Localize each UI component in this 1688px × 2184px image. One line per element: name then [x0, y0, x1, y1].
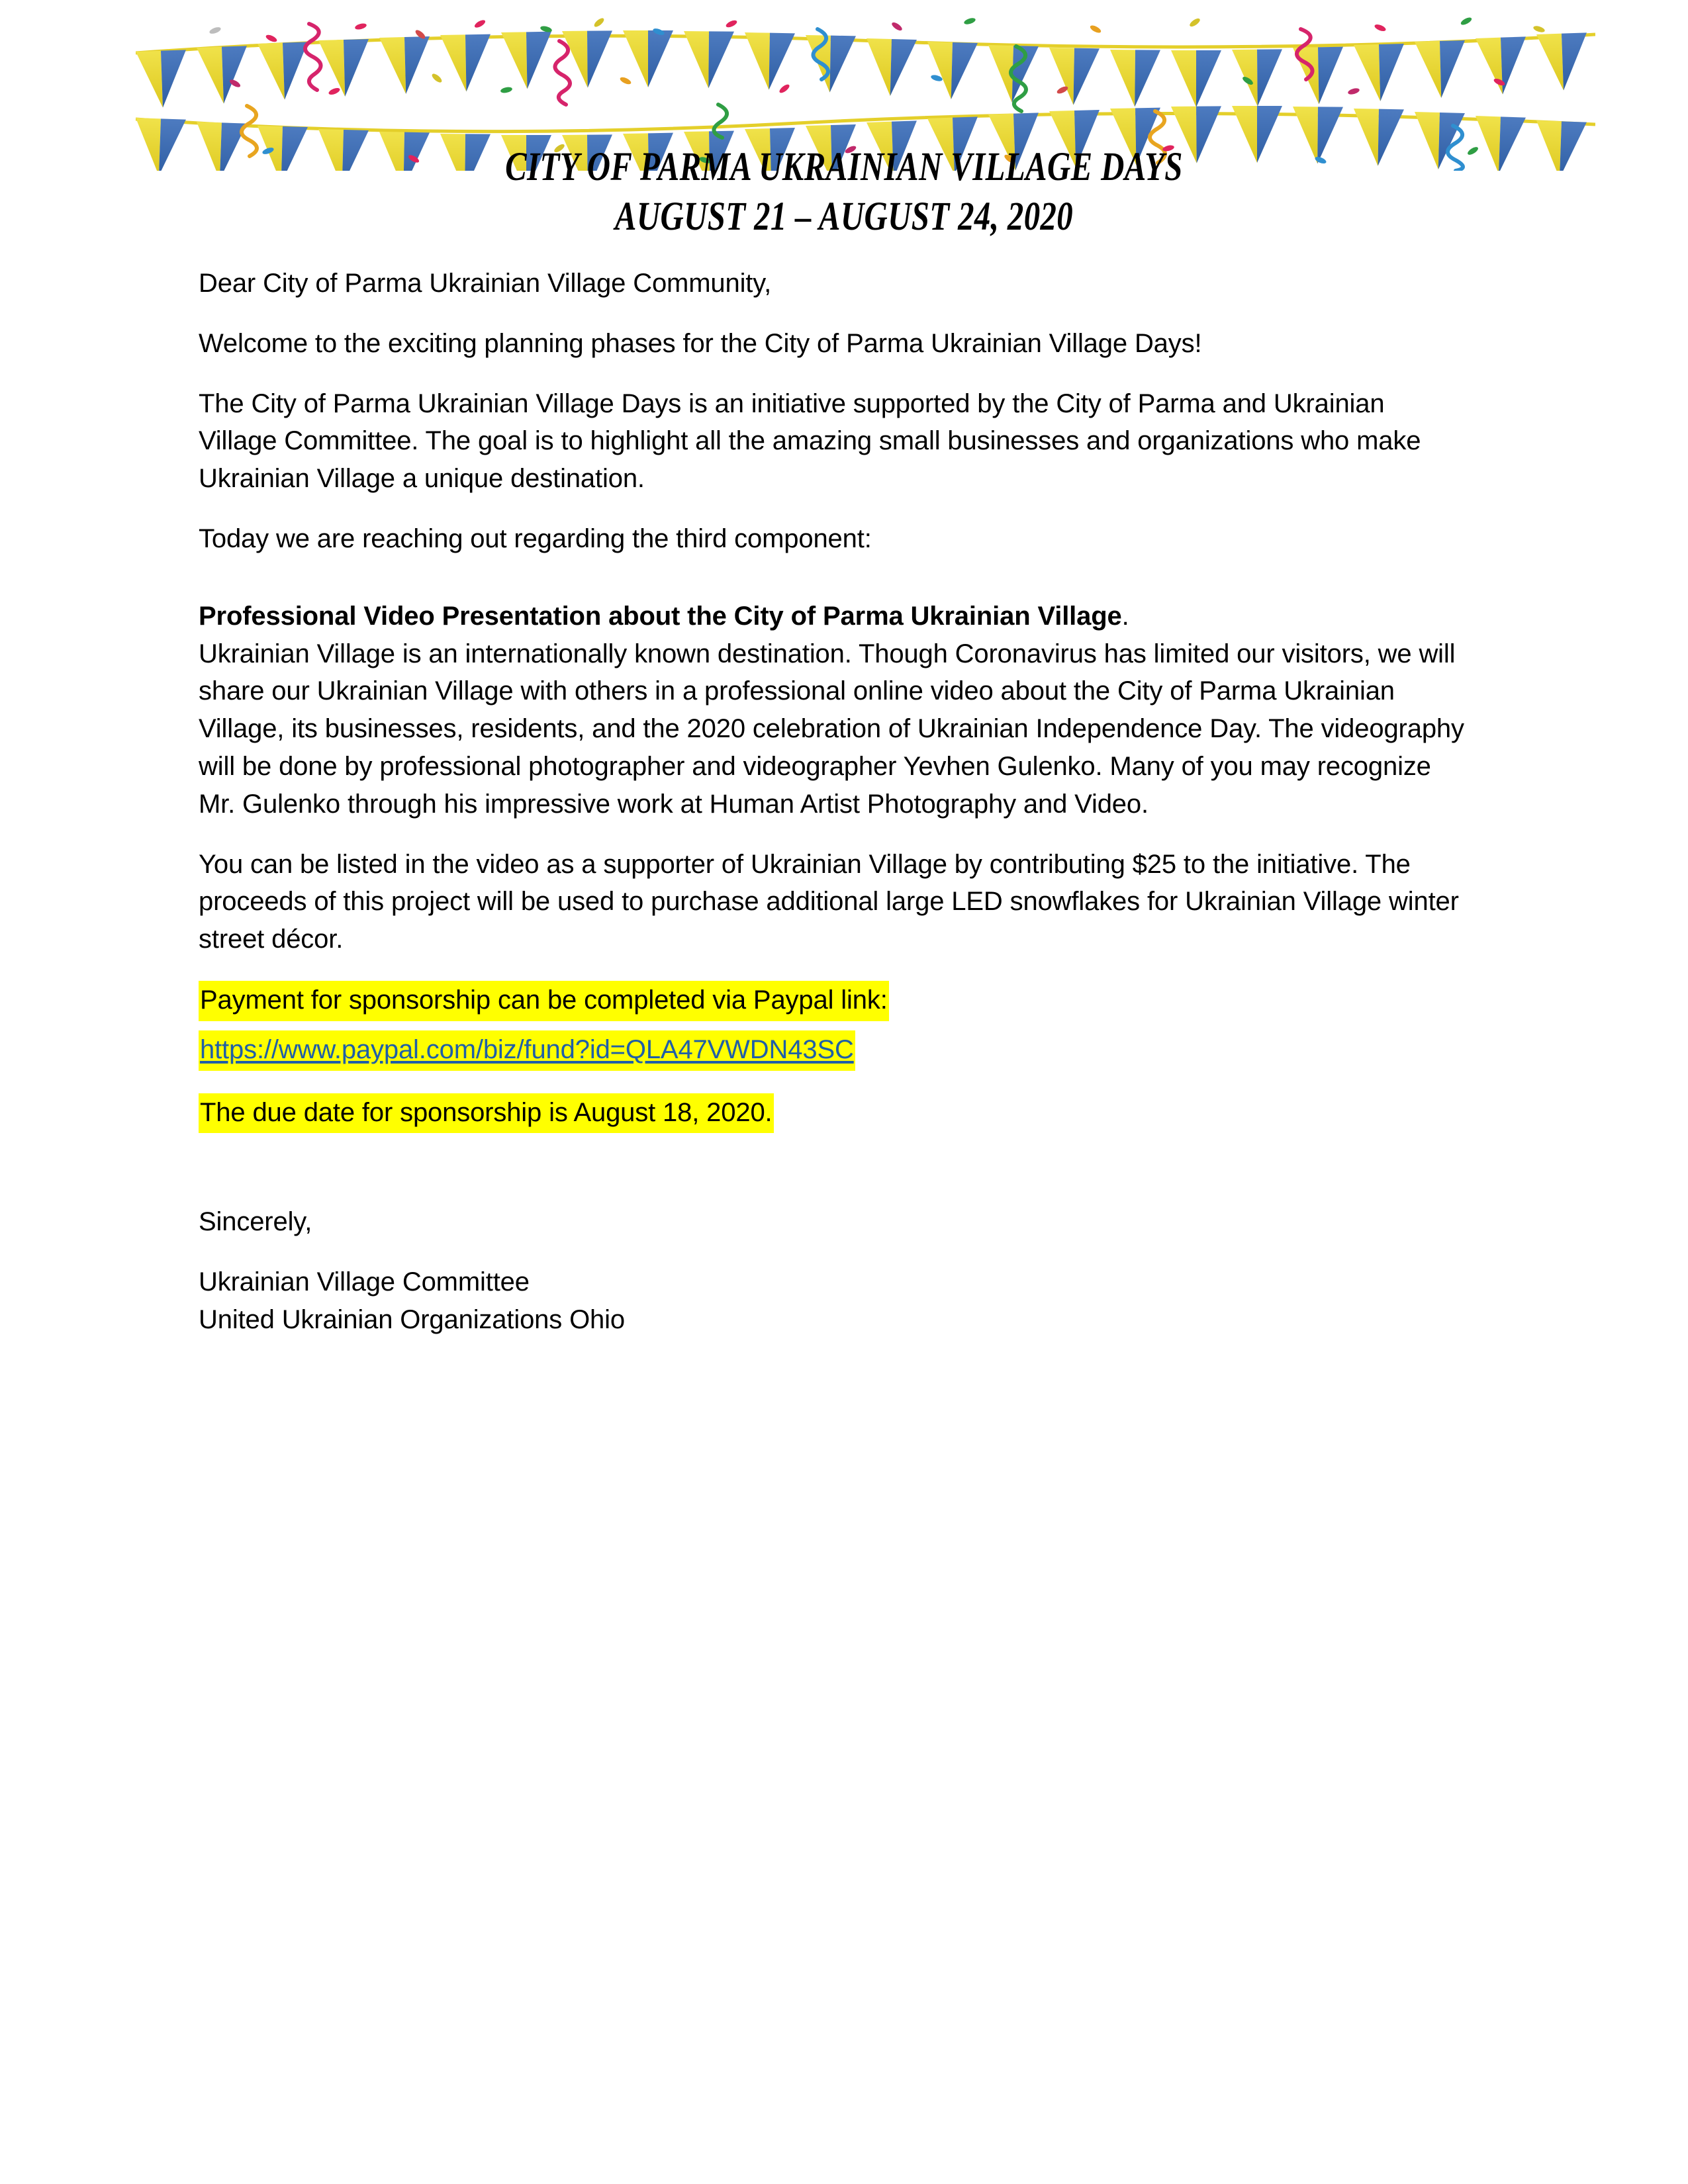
spacer-before-closing — [199, 1173, 1470, 1203]
payment-instruction-line — [199, 981, 1470, 1021]
payment-instruction-highlight: Payment for sponsorship can be completed via Paypal link: — [199, 981, 889, 1021]
title-line-2: AUGUST 21 – AUGUST 24, 2020 — [614, 195, 1074, 239]
paypal-link-highlight — [199, 1030, 855, 1071]
heading-video-presentation-text: Professional Video Presentation about the City of Parma Ukrainian Village — [199, 601, 1122, 631]
salutation: Dear City of Parma Ukrainian Village Community, — [199, 269, 772, 298]
document-title — [0, 147, 1688, 237]
paypal-link-line — [199, 1030, 1470, 1071]
heading-video-presentation — [199, 598, 1470, 635]
signature-line-2: United Ukrainian Organizations Ohio — [199, 1304, 625, 1334]
closing: Sincerely, — [199, 1207, 312, 1237]
paypal-link[interactable]: https://www.paypal.com/biz/fund?id=QLA47VWDN43SC — [200, 1034, 854, 1064]
paragraph-video-details: Ukrainian Village is an internationally known destination. Though Coronavirus has limited our visitors, we will share our Ukrainian Village with others in a professional online video about the City of Parma Ukrainian Village, its businesses, residents, and the 2020 celebration of Ukrainian Independence Day. The videography will be done by professional photographer and videographer Yevhen Gulenko. Many of you may recognize Mr. Gulenko through his impressive work at Human Artist Photography and Video. — [199, 639, 1464, 819]
due-date-line — [199, 1093, 1470, 1134]
paragraph-initiative: The City of Parma Ukrainian Village Days is an initiative supported by the City of Parma and Ukrainian Village Committee. The goal is to highlight all the amazing small businesses and organizations who make Ukrainian Village a unique destination. — [199, 388, 1421, 494]
spacer — [199, 1021, 1470, 1030]
signature-line-1: Ukrainian Village Committee — [199, 1267, 530, 1297]
paragraph-third-component: Today we are reaching out regarding the third component: — [199, 523, 872, 553]
heading-period: . — [1121, 601, 1129, 631]
paragraph-supporter: You can be listed in the video as a supporter of Ukrainian Village by contributing $25 to the initiative. The proceeds of this project will be used to purchase additional large LED snowflakes for Ukrainian Village winter street décor. — [199, 849, 1459, 954]
due-date-highlight: The due date for sponsorship is August 18, 2020. — [199, 1093, 774, 1134]
paragraph-welcome: Welcome to the exciting planning phases for the City of Parma Ukrainian Village Days! — [199, 328, 1202, 358]
title-line-1: CITY OF PARMA UKRAINIAN VILLAGE DAYS — [505, 145, 1183, 189]
letter-body — [199, 265, 1470, 1339]
